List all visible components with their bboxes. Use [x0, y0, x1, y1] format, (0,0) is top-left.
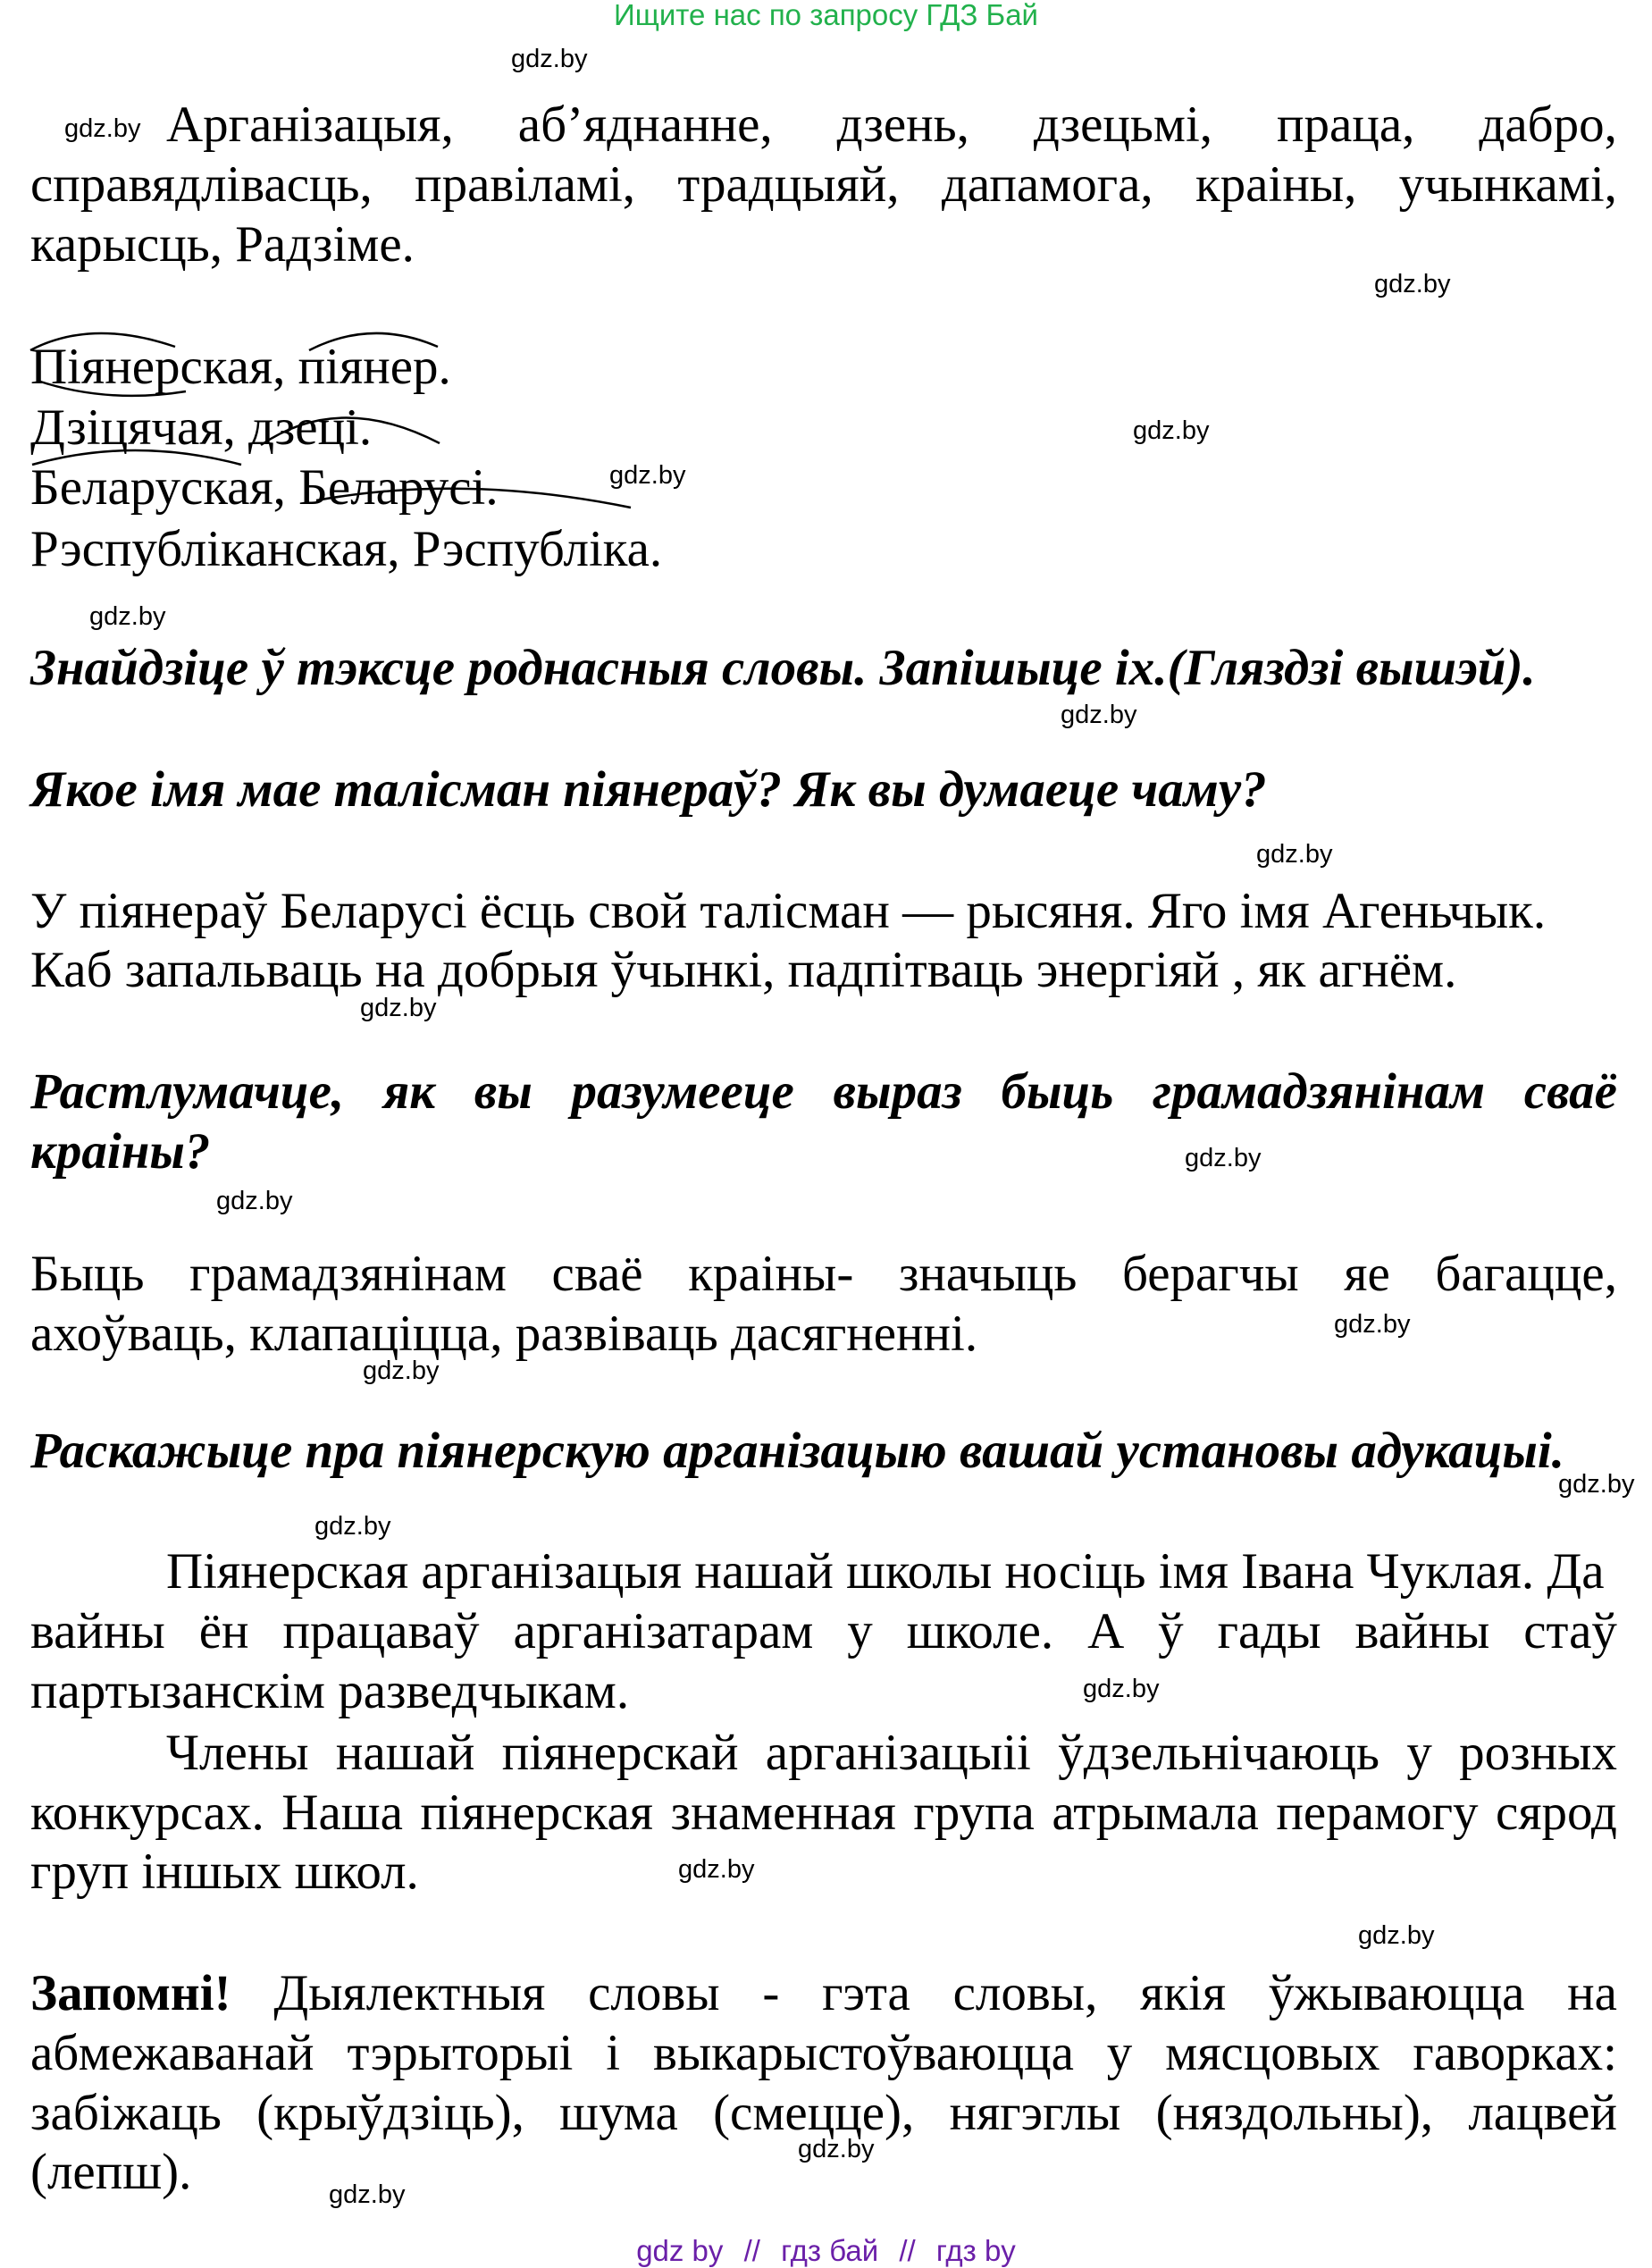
cognate-pair: Рэспубліканская, Рэспубліка.	[30, 521, 663, 577]
word: значыць	[898, 1246, 1078, 1302]
remember-label: Запомні!	[30, 1965, 231, 2021]
remember-line: (лепш).	[30, 2144, 192, 2200]
word: ў	[1158, 1603, 1184, 1659]
word: праца,	[1277, 97, 1415, 153]
word: дапамога,	[941, 156, 1153, 213]
word: (крыўдзіць),	[256, 2085, 524, 2141]
word: перамогу	[1276, 1785, 1479, 1841]
word: яе	[1344, 1246, 1390, 1302]
watermark: gdz.by	[511, 45, 588, 73]
answer-line: партызанскім разведчыкам.	[30, 1663, 630, 1719]
word: арганізацыіі	[765, 1725, 1031, 1781]
word: -	[762, 1965, 780, 2021]
question-heading: Якое імя мае талісман піянераў? Як вы думаеце чаму?	[30, 761, 1267, 818]
word: аб’яднанне,	[517, 97, 773, 153]
word: Растлумачце,	[30, 1063, 345, 1120]
word: выраз	[833, 1063, 962, 1120]
question-heading: Знайдзіце ў тэксце роднасныя словы. Запішыце іх.(Гляздзі вышэй).	[30, 640, 1536, 696]
word: грамадзянінам	[1152, 1063, 1486, 1120]
word: якія	[1140, 1965, 1227, 2021]
word: (няздольны),	[1155, 2085, 1434, 2141]
word: у	[1406, 1725, 1432, 1781]
answer-line: Піянерская арганізацыя нашай школы носіць імя Івана Чуклая. Да	[166, 1543, 1605, 1600]
remember-line	[30, 1964, 1617, 2023]
word: як	[382, 1063, 436, 1120]
answer-line: груп іншых школ.	[30, 1844, 419, 1900]
word: арганізатарам	[513, 1603, 814, 1659]
watermark: gdz.by	[1334, 1310, 1411, 1339]
word: стаў	[1523, 1603, 1617, 1659]
watermark: gdz.by	[64, 114, 141, 143]
word: і	[606, 2025, 621, 2081]
word: у	[847, 1603, 873, 1659]
word-list-line-1	[166, 96, 1617, 155]
word: гэта	[822, 1965, 910, 2021]
word: А	[1087, 1603, 1125, 1659]
question-heading	[30, 1063, 1617, 1121]
watermark: gdz.by	[1185, 1144, 1262, 1172]
footer-link[interactable]: gdz by	[636, 2234, 724, 2267]
word: ўжываюцца	[1268, 1965, 1525, 2021]
answer-line: ахоўваць, клапаціцца, развіваць дасягненні.	[30, 1306, 978, 1362]
footer-separator: //	[743, 2234, 760, 2267]
word: піянерскай	[501, 1725, 739, 1781]
word: піянерская	[420, 1785, 654, 1841]
word: знаменная	[670, 1785, 896, 1841]
header-search-link[interactable]: Ищите нас по запросу ГДЗ Бай	[614, 0, 1038, 31]
word: тэрыторыі	[347, 2025, 574, 2081]
word: атрымала	[1052, 1785, 1259, 1841]
word: учынкамі,	[1398, 156, 1617, 213]
word: дабро,	[1479, 97, 1617, 153]
cognate-pair: Піянерская, піянер.	[30, 339, 451, 395]
word: гады	[1217, 1603, 1321, 1659]
answer-line: Каб запальваць на добрыя ўчынкі, падпітваць энергіяй , як агнём.	[30, 942, 1457, 998]
watermark: gdz.by	[1558, 1470, 1635, 1499]
answer-line	[30, 1602, 1617, 1661]
cognate-pair: Беларуская, Беларусі.	[30, 459, 499, 516]
word: гаворках:	[1413, 2025, 1617, 2081]
word: разумееце	[571, 1063, 794, 1120]
word: ён	[198, 1603, 249, 1659]
watermark: gdz.by	[1358, 1921, 1435, 1950]
word: школе.	[906, 1603, 1054, 1659]
word: словы,	[952, 1965, 1098, 2021]
watermark: gdz.by	[609, 461, 686, 490]
footer-links	[0, 2234, 1652, 2268]
word: Быць	[30, 1246, 145, 1302]
watermark: gdz.by	[329, 2180, 406, 2209]
watermark: gdz.by	[1374, 270, 1451, 298]
watermark: gdz.by	[216, 1187, 293, 1215]
watermark: gdz.by	[1256, 840, 1333, 869]
word: традцыяй,	[677, 156, 900, 213]
watermark: gdz.by	[314, 1512, 391, 1541]
word-list-line-3: карысць, Радзіме.	[30, 216, 415, 273]
word: Члены	[166, 1725, 309, 1781]
word: працаваў	[282, 1603, 480, 1659]
word: абмежаванай	[30, 2025, 314, 2081]
word: вайны	[30, 1603, 165, 1659]
word: справядлівасць,	[30, 156, 373, 213]
word: група	[913, 1785, 1035, 1841]
word: на	[1567, 1965, 1617, 2021]
word: шума	[559, 2085, 678, 2141]
word: вы	[474, 1063, 532, 1120]
word: розных	[1459, 1725, 1617, 1781]
word: забіжаць	[30, 2085, 222, 2141]
word: быць	[1001, 1063, 1114, 1120]
word: Арганізацыя,	[166, 97, 454, 153]
footer-link[interactable]: гдз by	[935, 2234, 1016, 2267]
answer-line	[30, 1784, 1617, 1843]
watermark: gdz.by	[1083, 1675, 1160, 1703]
word: конкурсах.	[30, 1785, 264, 1841]
word: берагчы	[1122, 1246, 1299, 1302]
footer-link[interactable]: гдз бай	[781, 2234, 879, 2267]
word: вайны	[1354, 1603, 1490, 1659]
word: краіны,	[1195, 156, 1357, 213]
word-list-line-2	[30, 155, 1617, 214]
cognate-pair: Дзіцячая, дзеці.	[30, 399, 373, 456]
word: Наша	[281, 1785, 403, 1841]
answer-line	[30, 1245, 1617, 1304]
word: краіны-	[688, 1246, 854, 1302]
watermark: gdz.by	[360, 994, 437, 1022]
word: дзень,	[836, 97, 969, 153]
remember-line	[30, 2024, 1617, 2083]
word: (смецце),	[713, 2085, 915, 2141]
word: нашай	[335, 1725, 475, 1781]
word: выкарыстоўваюцца	[652, 2025, 1074, 2081]
word: правіламі,	[415, 156, 636, 213]
word: у	[1106, 2025, 1133, 2081]
answer-line: У піянераў Беларусі ёсць свой талісман — рысяня. Яго імя Агеньчык.	[30, 883, 1547, 939]
answer-line	[166, 1724, 1617, 1783]
watermark: gdz.by	[89, 602, 166, 631]
word: мясцовых	[1165, 2025, 1380, 2081]
watermark: gdz.by	[678, 1855, 755, 1884]
word: Дыялектныя	[273, 1965, 546, 2021]
footer-separator: //	[899, 2234, 916, 2267]
watermark: gdz.by	[1133, 416, 1210, 445]
word: дзецьмі,	[1033, 97, 1213, 153]
word: грамадзянінам	[189, 1246, 507, 1302]
word: сярод	[1496, 1785, 1617, 1841]
watermark: gdz.by	[1061, 701, 1137, 729]
watermark: gdz.by	[798, 2135, 875, 2163]
word: сваё	[1523, 1063, 1617, 1120]
question-heading-cont: краіны?	[30, 1123, 211, 1180]
word: ўдзельнічаюць	[1058, 1725, 1380, 1781]
word: багацце,	[1435, 1246, 1617, 1302]
word: сваё	[551, 1246, 643, 1302]
word: нягэглы	[949, 2085, 1121, 2141]
word: словы	[588, 1965, 720, 2021]
question-heading: Раскажыце пра піянерскую арганізацыю вашай установы адукацыі.	[30, 1423, 1564, 1479]
watermark: gdz.by	[363, 1357, 440, 1385]
word: лацвей	[1468, 2085, 1617, 2141]
remember-line	[30, 2084, 1617, 2143]
